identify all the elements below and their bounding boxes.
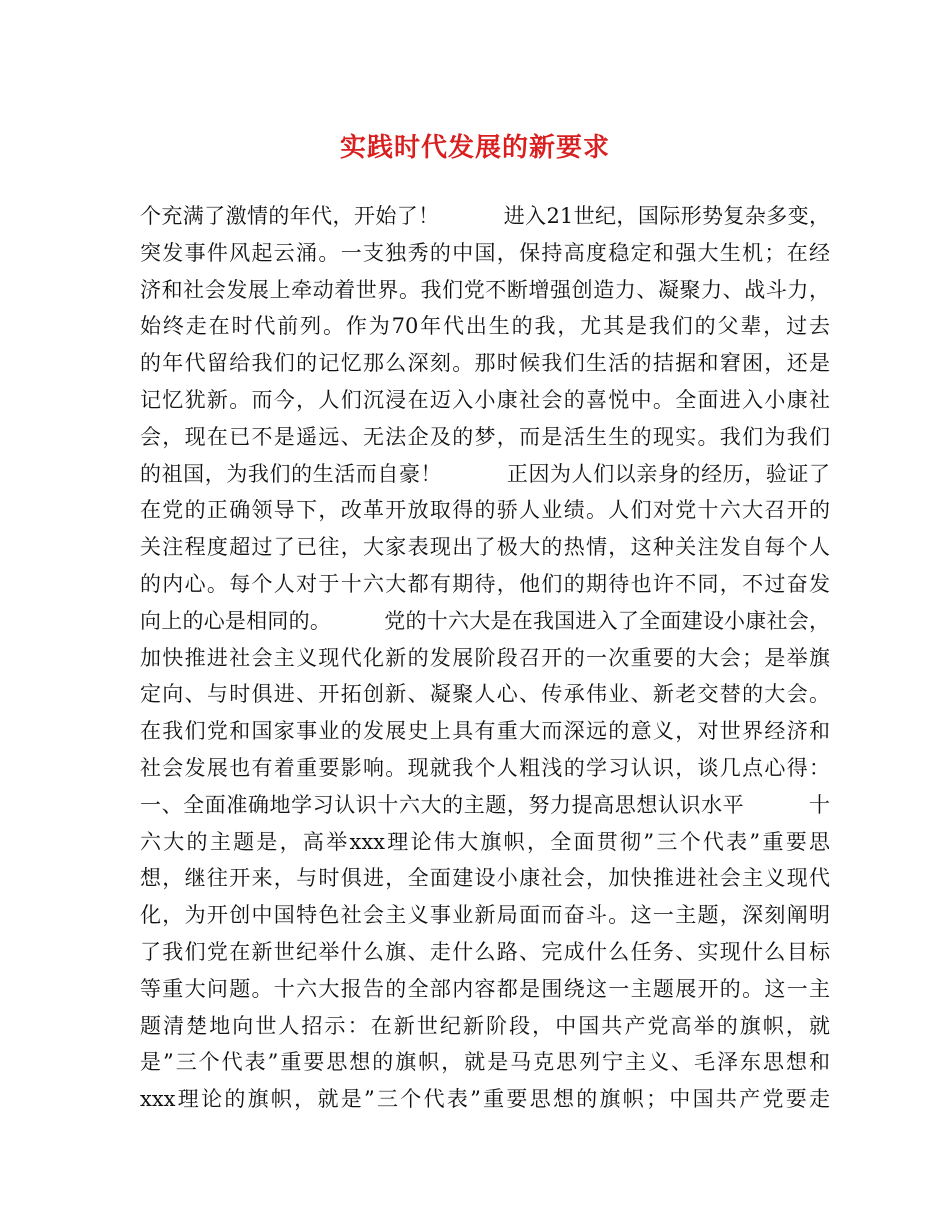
body-line: 题清楚地向世人招示：在新世纪新阶段，中国共产党高举的旗帜，就 [140,1013,830,1038]
body-line: 的内心。每个人对于十六大都有期待，他们的期待也许不同，不过奋发 [140,571,830,596]
body-line: 个充满了激情的年代，开始了！ 进入21世纪，国际形势复杂多变， [140,204,830,228]
body-line: 始终走在时代前列。作为70年代出生的我，尤其是我们的父辈，过去 [140,314,830,339]
body-line: 突发事件风起云涌。一支独秀的中国，保持高度稳定和强大生机；在经 [140,240,830,265]
body-line: 的年代留给我们的记忆那么深刻。那时候我们生活的拮据和窘困，还是 [140,351,830,376]
body-line: 等重大问题。十六大报告的全部内容都是围绕这一主题展开的。这一主 [140,976,830,1001]
document-title: 实践时代发展的新要求 [339,133,610,163]
body-line: xxx理论的旗帜，就是”三个代表”重要思想的旗帜；中国共产党要走 [140,1087,830,1112]
body-line: 向上的心是相同的。 党的十六大是在我国进入了全面建设小康社会， [140,608,830,633]
body-line: 化，为开创中国特色社会主义事业新局面而奋斗。这一主题，深刻阐明 [140,903,830,928]
body-line: 记忆犹新。而今，人们沉浸在迈入小康社会的喜悦中。全面进入小康社 [140,387,830,412]
body-line: 了我们党在新世纪举什么旗、走什么路、完成什么任务、实现什么目标 [140,939,830,964]
document-body [140,198,830,1118]
body-line: 在我们党和国家事业的发展史上具有重大而深远的意义，对世界经济和 [140,719,830,744]
body-line: 是”三个代表”重要思想的旗帜，就是马克思列宁主义、毛泽东思想和 [140,1050,830,1075]
body-line: 定向、与时俱进、开拓创新、凝聚人心、传承伟业、新老交替的大会。 [140,682,830,707]
body-line: 关注程度超过了已往，大家表现出了极大的热情，这种关注发自每个人 [140,535,830,560]
body-line: 会，现在已不是遥远、无法企及的梦，而是活生生的现实。我们为我们 [140,424,830,449]
body-line: 在党的正确领导下，改革开放取得的骄人业绩。人们对党十六大召开的 [140,498,830,523]
body-line: 社会发展也有着重要影响。现就我个人粗浅的学习认识，谈几点心得： [140,755,830,780]
body-line: 的祖国，为我们的生活而自豪！ 正因为人们以亲身的经历，验证了 [140,461,830,486]
body-line: 济和社会发展上牵动着世界。我们党不断增强创造力、凝聚力、战斗力， [140,277,830,302]
body-line: 想，继往开来，与时俱进，全面建设小康社会，加快推进社会主义现代 [140,866,830,891]
body-line: 六大的主题是，高举xxx理论伟大旗帜，全面贯彻”三个代表”重要思 [140,829,830,854]
body-line: 加快推进社会主义现代化新的发展阶段召开的一次重要的大会；是举旗 [140,645,830,670]
body-line: 一、全面准确地学习认识十六大的主题，努力提高思想认识水平 十 [140,792,830,817]
